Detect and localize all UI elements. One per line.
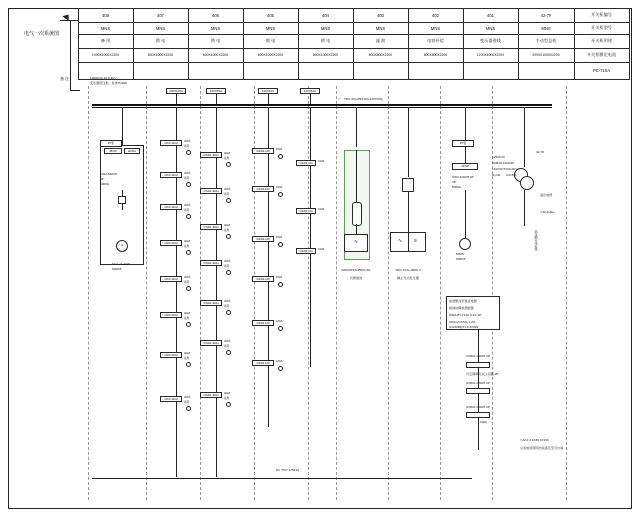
hdr-no-1: 407 xyxy=(157,12,164,18)
hdr-rate-6: 800X800X2200 xyxy=(423,53,448,57)
control-box-title: 加装整流型直流电源 xyxy=(449,299,477,303)
hdr-type-4: MNS xyxy=(320,25,331,31)
transformer-winding-lv xyxy=(520,176,534,190)
filter-label-1: SFR/APFS-250/0.4G xyxy=(341,268,371,272)
hdr-rate-4: 800X1000X2200 xyxy=(312,53,339,57)
lr-breaker-3[interactable] xyxy=(466,412,490,418)
hdr-no-2: 406 xyxy=(212,12,219,18)
hdr-type-2: MNS xyxy=(210,25,221,31)
frame-left xyxy=(8,8,9,508)
hdr-no-8: 42-7# xyxy=(540,12,552,18)
hv-note: 高压电缆 xyxy=(540,193,553,197)
lr-breaker-1[interactable] xyxy=(466,362,490,368)
hdr-rate-0: 1000X1000X2200 xyxy=(91,53,120,57)
incoming-rating: 5000A xyxy=(452,185,461,189)
col-divider-4 xyxy=(308,86,309,500)
note-transformer-1: 1000KVA 10-0.4KV xyxy=(90,76,117,80)
cap-label-1: SFR-SVG-400/0.4 xyxy=(395,268,421,272)
hdr-no-7: 401 xyxy=(487,12,494,18)
hdr-legend-0: 开关柜编号 xyxy=(591,12,612,17)
hdr-no-3: 405 xyxy=(267,12,274,18)
filter-reactor-icon xyxy=(352,202,362,226)
control-box-l2: WDZ-BYJ 1X2.5-2X 4P xyxy=(449,313,482,317)
control-box-l1: 接地故障检测装置 xyxy=(449,306,474,310)
transformer-spec3: Dyn11 xyxy=(492,173,501,177)
transformer-spec2: 10±2X2.5%/0.4KV xyxy=(492,167,518,171)
transformer-kva: 1250KVA xyxy=(492,155,505,159)
hdr-no-5: 403 xyxy=(377,12,384,18)
hdr-type-6: MNS xyxy=(430,25,441,31)
hdr-type-0: MNS xyxy=(100,25,111,31)
remark-label: 备 注 xyxy=(60,76,70,81)
vertical-hv-note: 高压侧出线电缆 xyxy=(534,230,538,251)
control-box-l4: (10/3095)X1.0 4/3NN xyxy=(449,325,479,329)
hdr-type-3: MNS xyxy=(265,25,276,31)
transformer-spec1: SCB10-1250/10 xyxy=(492,161,515,165)
hdr-type-1: MNS xyxy=(155,25,166,31)
hdr-use-8: 手动型总柜 xyxy=(535,38,557,43)
left-feed-rating: 5000A xyxy=(100,182,109,186)
hdr-legend-3: 开关柜额定电流 xyxy=(586,52,617,57)
left-feed-ct-ratio: 5000/5 xyxy=(112,267,122,271)
hdr-legend-4: PC-710A xyxy=(593,68,610,73)
header-table xyxy=(78,8,630,80)
hdr-use-5: 滤 波 xyxy=(375,38,386,43)
left-feed-switch[interactable] xyxy=(118,196,126,204)
feeder-trunk-408 xyxy=(176,107,177,477)
hdr-rate-2: 600X1000X2200 xyxy=(202,53,229,57)
hdr-type-8: MNS xyxy=(541,25,551,31)
col-divider-7 xyxy=(440,86,441,500)
left-feed-ct-label: SG1-11-10W xyxy=(112,262,130,266)
hdr-use-0: 备 用 xyxy=(100,38,111,43)
hdr-use-6: 电容补偿 xyxy=(427,38,444,43)
hdr-no-4: 404 xyxy=(322,12,329,18)
lr-b1-note: 可定期单元双主回路 2P xyxy=(466,372,499,376)
incoming-trunk xyxy=(465,107,466,167)
lr-b2-label: CWD2-1200H 2P xyxy=(466,381,490,385)
hdr-rate-1: 800X1000X2200 xyxy=(147,53,174,57)
top-device-2-label: 100X63A xyxy=(262,88,274,93)
left-feed-poles: 4P xyxy=(100,177,104,181)
hdr-rate-3: 600X1000X2200 xyxy=(257,53,284,57)
frame-right xyxy=(631,8,632,508)
hdr-use-3: 馈 电 xyxy=(265,38,276,43)
hdr-rate-8: 2000X1000X2200 xyxy=(532,53,560,57)
col-divider-2 xyxy=(200,86,201,500)
cap-label-2: 静止无功发生器 xyxy=(397,276,419,280)
cap-reactor xyxy=(402,178,414,192)
hdr-no-6: 402 xyxy=(432,12,439,18)
frame-bottom xyxy=(8,508,632,509)
col-divider-9 xyxy=(566,86,567,500)
filter-label-2: 有源滤波 xyxy=(349,276,363,280)
col-divider-1 xyxy=(146,86,147,500)
main-busbar-2 xyxy=(92,107,552,108)
lr-breaker-2[interactable] xyxy=(466,388,490,394)
hdr-rate-5: 800X800X2200 xyxy=(368,53,393,57)
col-divider-5 xyxy=(336,86,337,500)
hdr-legend-2: 开关柜用途 xyxy=(591,38,612,43)
bottom-note: PC TMY-125X10 xyxy=(276,468,300,472)
diagram-sheet: 408 MNS 备 用 1000X1000X2200 407 MNS 馈 电 800X1000X2200 406 MNS 馈 电 600X1000X2200 405 MNS 馈 电 600X1000X2200 404 MNS 馈 电 800X1000X2200 403 MNS 滤 波 800X800X2200 402 MNS 电容补偿 800X800X2200 401 MNS 变压器进线 1200X1000X2200 42-7# MNS 手动型总柜 2000X1000X2200 开关柜编号 开关柜型号 开关柜用途 开关柜额定电流 PC-710A 备 注 电气一次系统图 1000KVA 10-0.4KV 变压器低压柜，柜体H1200 TMY-3X(125X10)+1X(63X6) ✓ 200X100A 100X63A 100X63A 100X63A 3P/4P 2000A CW3-6300H 4P 5000A A SG1-11-10W 5000/5 CW3-400H 400A 备用 CW3-400H 400A 备用 CW3-400H 400A 备用 CW3-400H 400A 备用 CW3-400H 400A 备用 CW3-400H 400A 备用 CW3-400H 400A 备用 CW3-400H 400A 备用 CWD2-400H 400A 备用 CWD2-400H 400A 备用 CWD2-400H 400A 备用 CWD2-400H 400A 备用 CWD2-400H 400A 备用 CWD2-400H 400A 备用 CWD2-400H 400A 备用 CWD2-160 160A CWD2-160 160A CWD2-160 160A CWD2-160 160A CWD2-160 160A CWD2-160 160A CWD2-100 100A CWD2-100 100A CWD2-100 100A ∿ SFR/APFS-250/0.4G 有源滤波 ∿ ≡ SFR-SVG-400/0.4 静止无功发生器 3P/4P CW3-1000H 4P 3P 5000A 500/5 5000/5 1250KVA SCB10-1250/10 10±2X2.5%/0.4KV Dyn11 Ud=6% 42-7# 高压电缆 YJV-1x4kv 高压侧出线电缆 PT柜 PT柜 加装整流型直流电源 接地故障检测装置 WDZ-BYJ 1X2.5-2X 4P CKSG/CKSG-1.2% (10/3095)X1.0 4/3NN CWD2-1000H 3P 可定期单元双主回路 2P CWD2-1200H 2P CWD2-1500H 2P 200A YJV-0.3 1X35 3X150 总需电用照明出线高压至引出端 PC TMY-125X10 xyxy=(0,0,640,516)
incoming-ct xyxy=(459,238,471,250)
incoming-ct-label: 500/5 xyxy=(456,252,464,256)
busbar-label: TMY-3X(125X10)+1X(63X6) xyxy=(344,97,383,101)
control-box-l3: CKSG/CKSG-1.2% xyxy=(449,320,476,324)
hdr-use-1: 馈 电 xyxy=(155,38,166,43)
lr-b3-label: CWD2-1500H 2P xyxy=(466,405,490,409)
sheet-title: 电气一次系统图 xyxy=(24,31,60,37)
top-device-0-label: 200X100A xyxy=(169,88,183,93)
hdr-rate-7: 1200X1000X2200 xyxy=(476,53,505,57)
hdr-legend-1: 开关柜型号 xyxy=(591,25,612,30)
hdr-no-0: 408 xyxy=(102,12,109,18)
col-divider-8 xyxy=(492,86,493,500)
feeder-trunk-405 xyxy=(310,107,311,367)
hv-note2: YJV-1x4kv xyxy=(540,210,555,214)
top-device-1-label: 100X63A xyxy=(210,88,222,93)
cap-trunk xyxy=(408,107,409,177)
incoming-breaker-poles: 3P xyxy=(452,180,456,184)
top-device-3-label: 100X63A xyxy=(304,88,316,93)
lr-b3-note: 200A xyxy=(480,420,488,424)
bottom-tie-bus xyxy=(92,478,472,479)
hdr-use-2: 馈 电 xyxy=(210,38,221,43)
note-transformer-2: 变压器低压柜，柜体H1200 xyxy=(90,81,127,85)
filter-trunk xyxy=(356,107,357,147)
hdr-use-7: 变压器进线 xyxy=(480,38,501,43)
feeder-trunk-407 xyxy=(216,107,217,477)
transformer-spec4: Ud=6% xyxy=(506,173,517,177)
main-busbar xyxy=(92,104,552,106)
col-divider-6 xyxy=(388,86,389,500)
hdr-use-4: 馈 电 xyxy=(320,38,331,43)
lr-note-2: 总需电用照明出线高压至引出端 xyxy=(520,446,564,450)
lr-b1-label: CWD2-1000H 3P xyxy=(466,354,490,358)
hdr-type-7: MNS xyxy=(485,25,496,31)
feeder-trunk-406 xyxy=(268,107,269,427)
transformer-right-tag: 42-7# xyxy=(536,150,544,154)
left-feed-breaker: CW3-6300H xyxy=(100,172,118,176)
lr-note-1: YJV-0.3 1X35 3X150 xyxy=(520,438,549,442)
col-divider-0 xyxy=(88,86,89,500)
incoming-breaker-label: CW3-1000H 4P xyxy=(452,175,474,179)
hdr-type-5: MNS xyxy=(375,25,386,31)
transformer-trunk xyxy=(524,107,525,167)
